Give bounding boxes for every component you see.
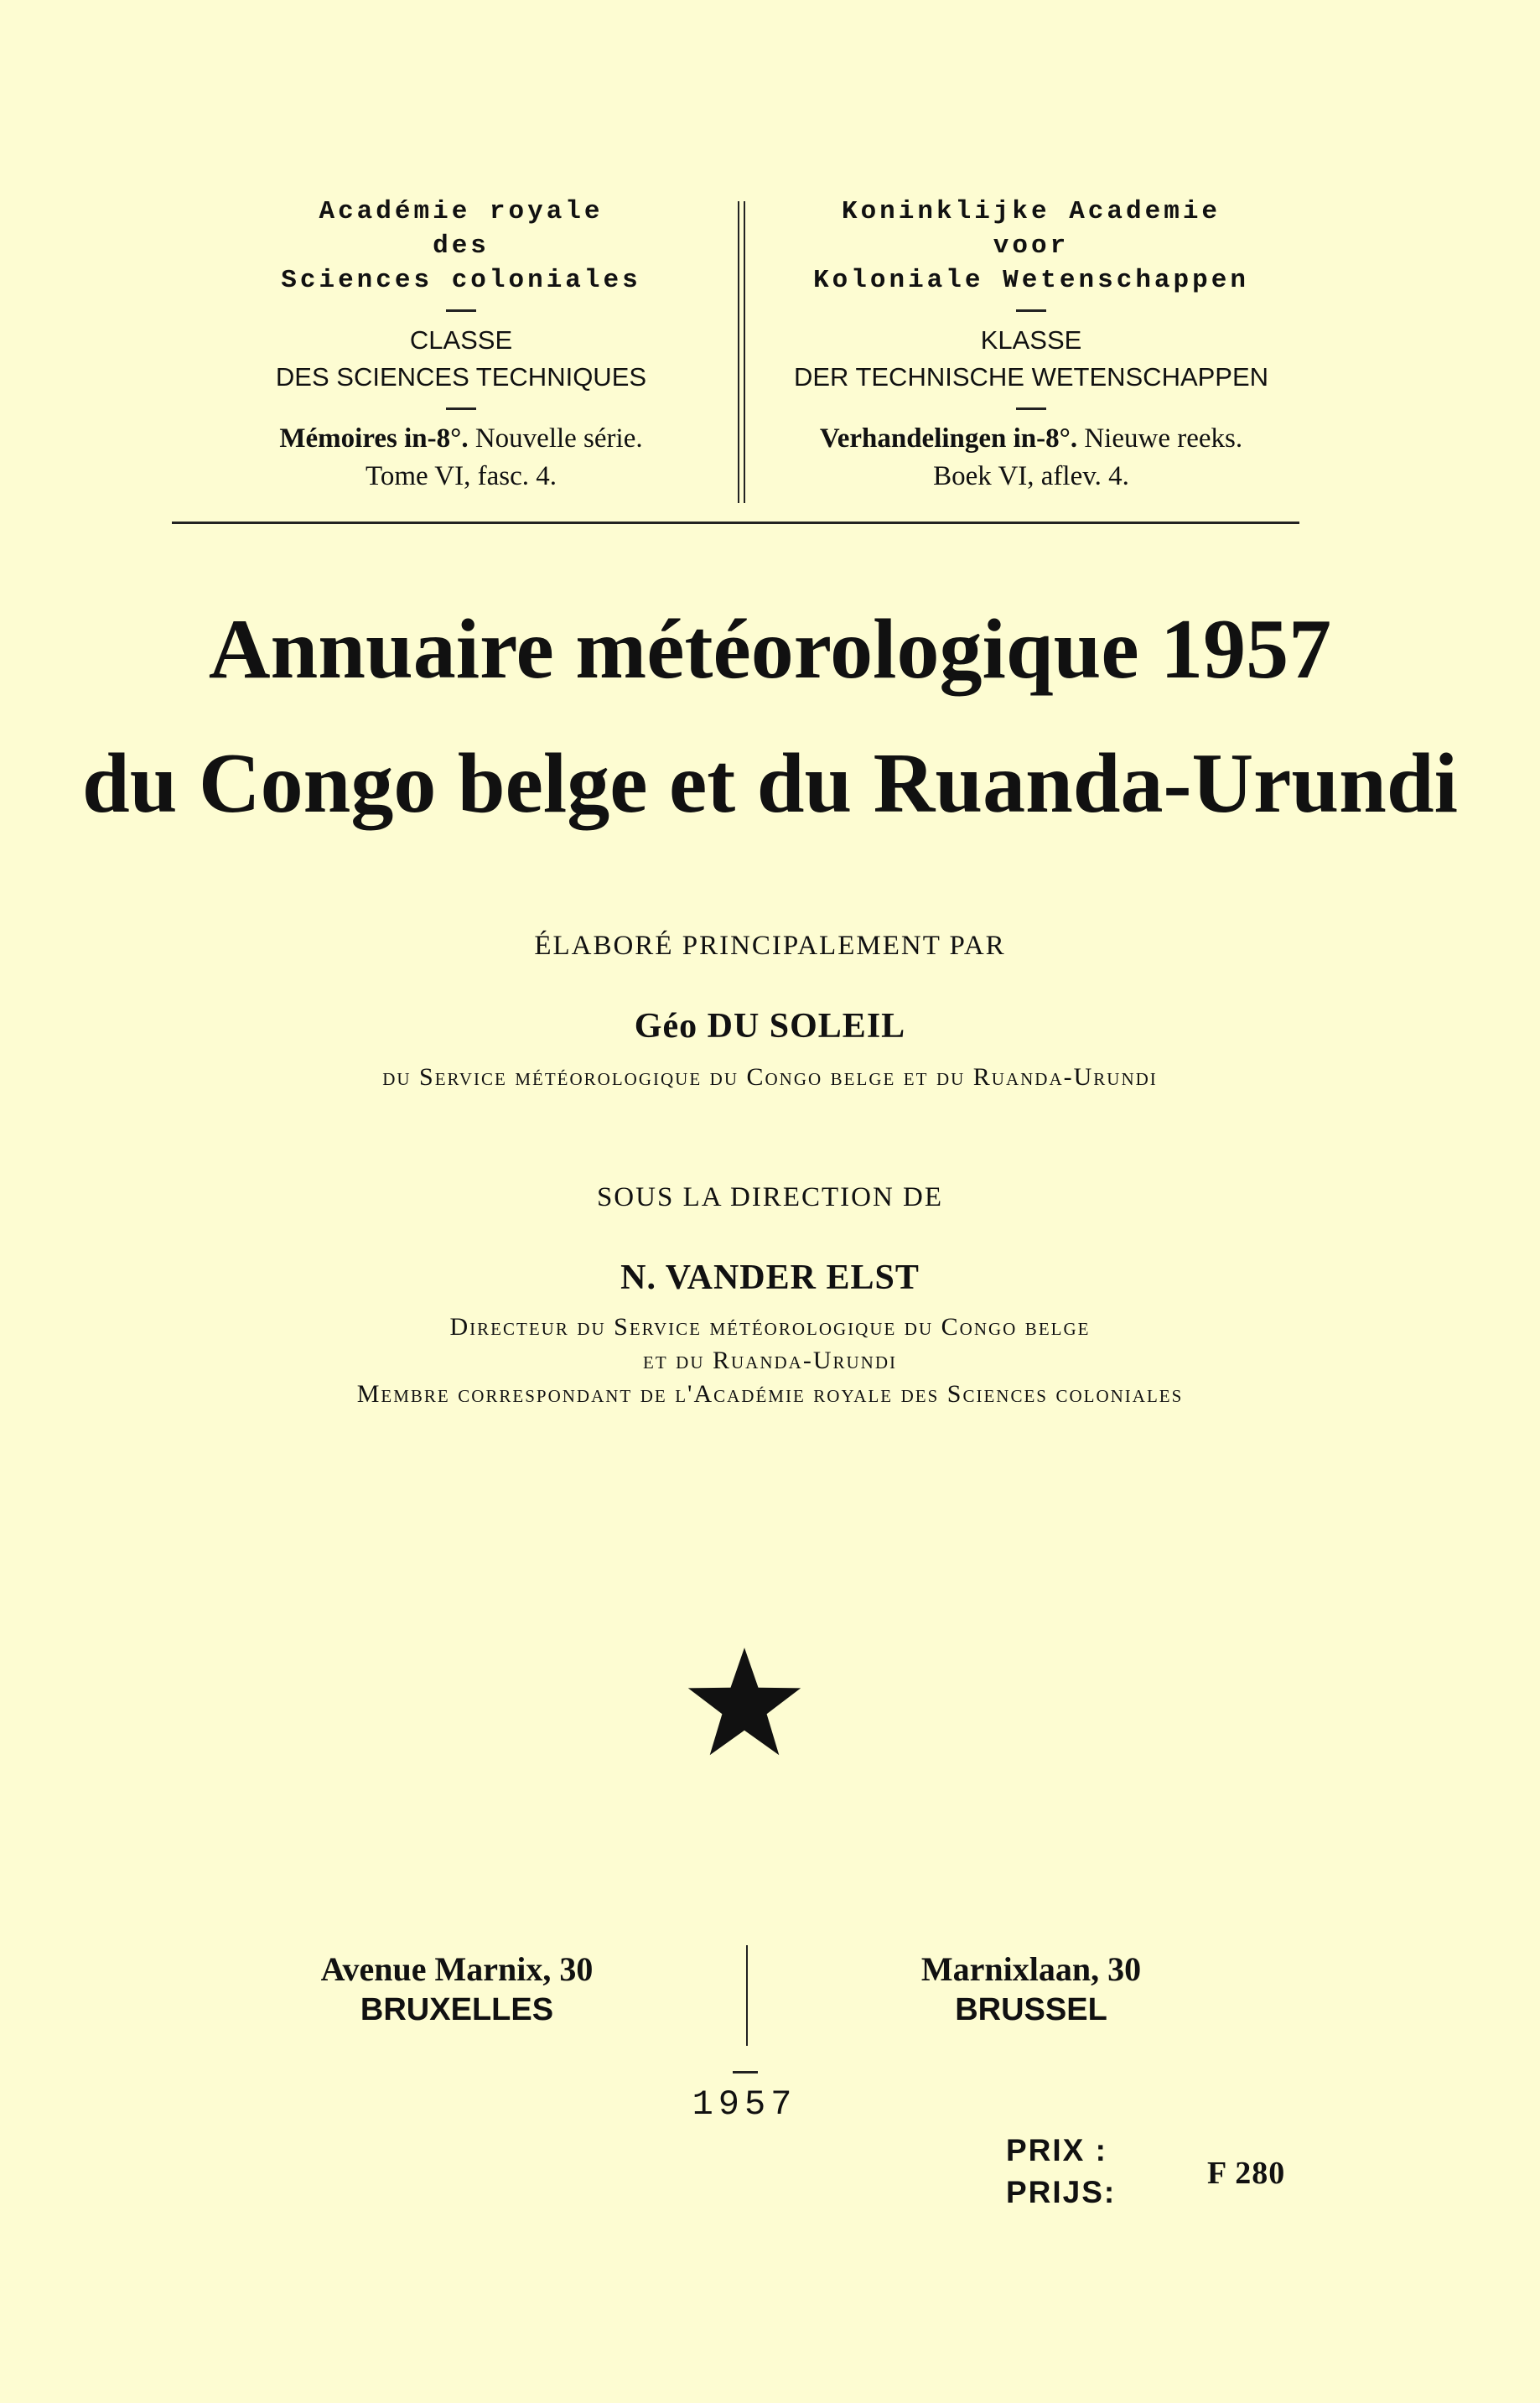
volume-nl: Boek VI, aflev. 4.: [933, 461, 1129, 491]
director-name: N. VANDER ELST: [620, 1259, 920, 1297]
address-nl-street: Marnixlaan, 30: [920, 1950, 1142, 1988]
series-fr-rest: Nouvelle série.: [474, 423, 643, 454]
page-title-line1: Annuaire météorologique 1957: [208, 602, 1332, 697]
series-fr-bold: Mémoires in-8°.: [279, 423, 469, 454]
direction-label: SOUS LA DIRECTION DE: [596, 1182, 944, 1212]
series-fr: [176, 420, 746, 458]
director-title-line3: Membre correspondant de l'Académie royale des Sciences coloniales: [356, 1380, 1184, 1408]
price-value: F 280: [1207, 2156, 1286, 2191]
class-fr-line2: DES SCIENCES TECHNIQUES: [275, 362, 647, 392]
org-name-nl-line2: voor: [993, 231, 1070, 261]
class-fr-line1: CLASSE: [409, 325, 513, 355]
org-name-fr-line2: des: [433, 231, 490, 261]
page-title-line2: du Congo belge et du Ruanda-Urundi: [82, 736, 1458, 831]
director-title-line1: Directeur du Service météorologique du Congo belge: [449, 1313, 1091, 1341]
price-label-fr: PRIX :: [1006, 2133, 1107, 2167]
class-nl-line2: DER TECHNISCHE WETENSCHAPPEN: [793, 362, 1269, 392]
org-name-fr-line3: Sciences coloniales: [281, 266, 641, 295]
org-name-fr-line1: Académie royale: [319, 197, 604, 226]
volume-fr: Tome VI, fasc. 4.: [365, 461, 557, 491]
address-fr-street: Avenue Marnix, 30: [320, 1950, 594, 1988]
divider-dash: [1016, 407, 1046, 410]
series-nl-rest: Nieuwe reeks.: [1084, 423, 1243, 454]
director-title-line2: et du Ruanda-Urundi: [643, 1347, 897, 1374]
publication-year: 1957: [692, 2084, 797, 2125]
star-icon: [686, 1645, 803, 1758]
prepared-by-label: ÉLABORÉ PRINCIPALEMENT PAR: [534, 931, 1006, 961]
address-fr: [277, 1949, 637, 2030]
author-name: Géo DU SOLEIL: [634, 1007, 906, 1046]
header-left-column: [176, 195, 746, 496]
org-name-nl-line3: Koloniale Wetenschappen: [813, 266, 1249, 295]
price-labels: [1006, 2130, 1116, 2214]
address-fr-city: BRUXELLES: [360, 1992, 554, 2027]
address-nl-city: BRUSSEL: [955, 1992, 1107, 2027]
series-nl-bold: Verhandelingen in-8°.: [819, 423, 1078, 454]
divider-dash: [446, 407, 476, 410]
footer-vertical-divider: [746, 1945, 748, 2046]
divider-dash: [446, 309, 476, 312]
price-label-nl: PRIJS:: [1006, 2175, 1117, 2209]
footer-dash: [733, 2071, 758, 2073]
divider-dash: [1016, 309, 1046, 312]
header-bottom-rule: [172, 522, 1299, 524]
class-nl-line1: KLASSE: [980, 325, 1082, 355]
series-nl: [738, 420, 1325, 458]
header-right-column: [738, 195, 1325, 496]
address-nl: [855, 1949, 1207, 2030]
org-name-nl-line1: Koninklijke Academie: [841, 197, 1221, 226]
author-affiliation: du Service météorologique du Congo belge et du Ruanda-Urundi: [382, 1063, 1158, 1091]
